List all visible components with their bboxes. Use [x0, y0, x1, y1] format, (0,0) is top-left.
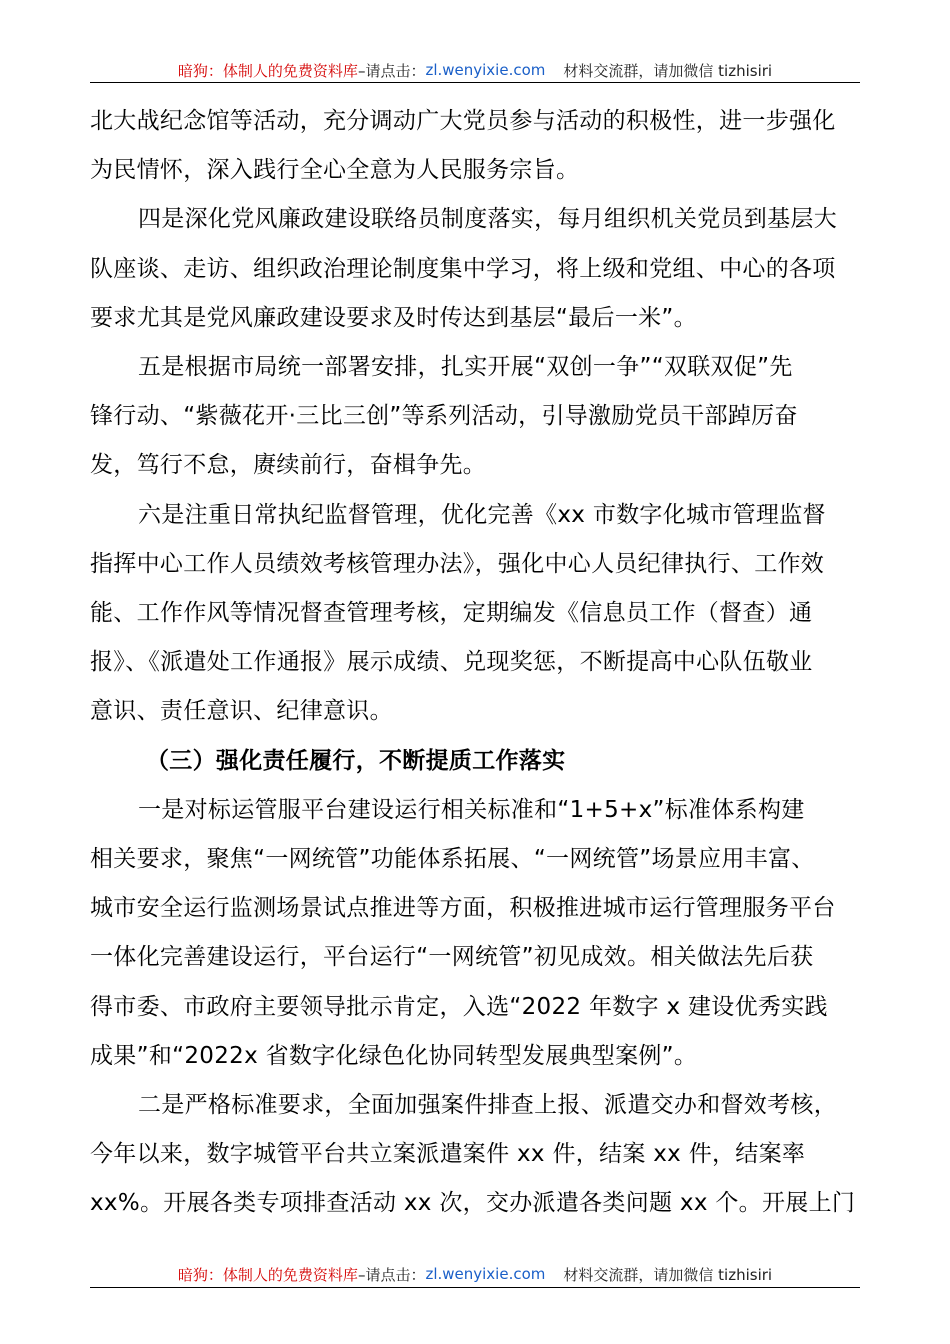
footer-url-link[interactable]: zl.wenyixie.com	[425, 1265, 546, 1283]
body-line: 北大战纪念馆等活动，充分调动广大党员参与活动的积极性，进一步强化	[90, 108, 836, 134]
body-line: 二是严格标准要求，全面加强案件排查上报、派遣交办和督效考核，	[138, 1092, 837, 1119]
body-line: 一是对标运管服平台建设运行相关标准和“1+5+x”标准体系构建	[138, 796, 805, 823]
header-site-name: 暗狗：体制人的免费资料库	[177, 61, 358, 80]
body-line: 今年以来，数字城管平台共立案派遣案件 xx 件，结案 xx 件，结案率	[90, 1141, 806, 1168]
body-line: 报》、《派遣处工作通报》展示成绩、兑现奖惩，不断提高中心队伍敬业	[90, 649, 813, 676]
header-url-link[interactable]: zl.wenyixie.com	[425, 61, 546, 79]
footer-site-name: 暗狗：体制人的免费资料库	[177, 1265, 358, 1284]
header-divider	[90, 82, 860, 83]
header-click-prompt: –请点击：	[357, 61, 426, 80]
body-line: 四是深化党风廉政建设联络员制度落实，每月组织机关党员到基层大	[138, 206, 837, 233]
body-line: 相关要求，聚焦“一网统管”功能体系拓展、“一网统管”场景应用丰富、	[90, 846, 815, 873]
body-line: 队座谈、走访、组织政治理论制度集中学习，将上级和党组、中心的各项	[90, 255, 836, 282]
body-line: 六是注重日常执纪监督管理，优化完善《xx 市数字化城市管理监督	[138, 501, 826, 528]
footer-click-prompt: –请点击：	[357, 1265, 426, 1284]
footer-wechat-note: 材料交流群，请加微信 tizhisiri	[563, 1265, 773, 1284]
body-line: 能、工作作风等情况督查管理考核，定期编发《信息员工作（督查）通	[90, 600, 813, 627]
page-header-banner	[90, 58, 860, 82]
footer-divider	[90, 1287, 860, 1288]
body-line: 得市委、市政府主要领导批示肯定，入选“2022 年数字 x 建设优秀实践	[90, 993, 828, 1020]
body-line: 城市安全运行监测场景试点推进等方面，积极推进城市运行管理服务平台	[90, 895, 836, 922]
header-wechat-note: 材料交流群，请加微信 tizhisiri	[563, 61, 773, 80]
section-heading: （三）强化责任履行，不断提质工作落实	[146, 747, 566, 774]
body-line: 意识、责任意识、纪律意识。	[90, 698, 393, 725]
body-line: 锋行动、“紫薇花开·三比三创”等系列活动，引导激励党员干部踔厉奋	[90, 403, 798, 430]
body-line: 成果”和“2022x 省数字化绿色化协同转型发展典型案例”。	[90, 1042, 698, 1069]
body-line: 发，笃行不怠，赓续前行，奋楫争先。	[90, 452, 487, 479]
body-line: xx%。开展各类专项排查活动 xx 次，交办派遣各类问题 xx 个。开展上门	[90, 1190, 856, 1217]
body-line: 指挥中心工作人员绩效考核管理办法》，强化中心人员纪律执行、工作效	[90, 550, 825, 577]
body-line: 一体化完善建设运行，平台运行“一网统管”初见成效。相关做法先后获	[90, 944, 814, 971]
body-line: 要求尤其是党风廉政建设要求及时传达到基层“最后一米”。	[90, 304, 697, 331]
page-footer-banner	[90, 1262, 860, 1286]
body-line: 五是根据市局统一部署安排，扎实开展“双创一争”“双联双促”先	[138, 354, 793, 381]
body-line: 为民情怀，深入践行全心全意为人民服务宗旨。	[90, 157, 580, 184]
document-body	[90, 97, 870, 1229]
